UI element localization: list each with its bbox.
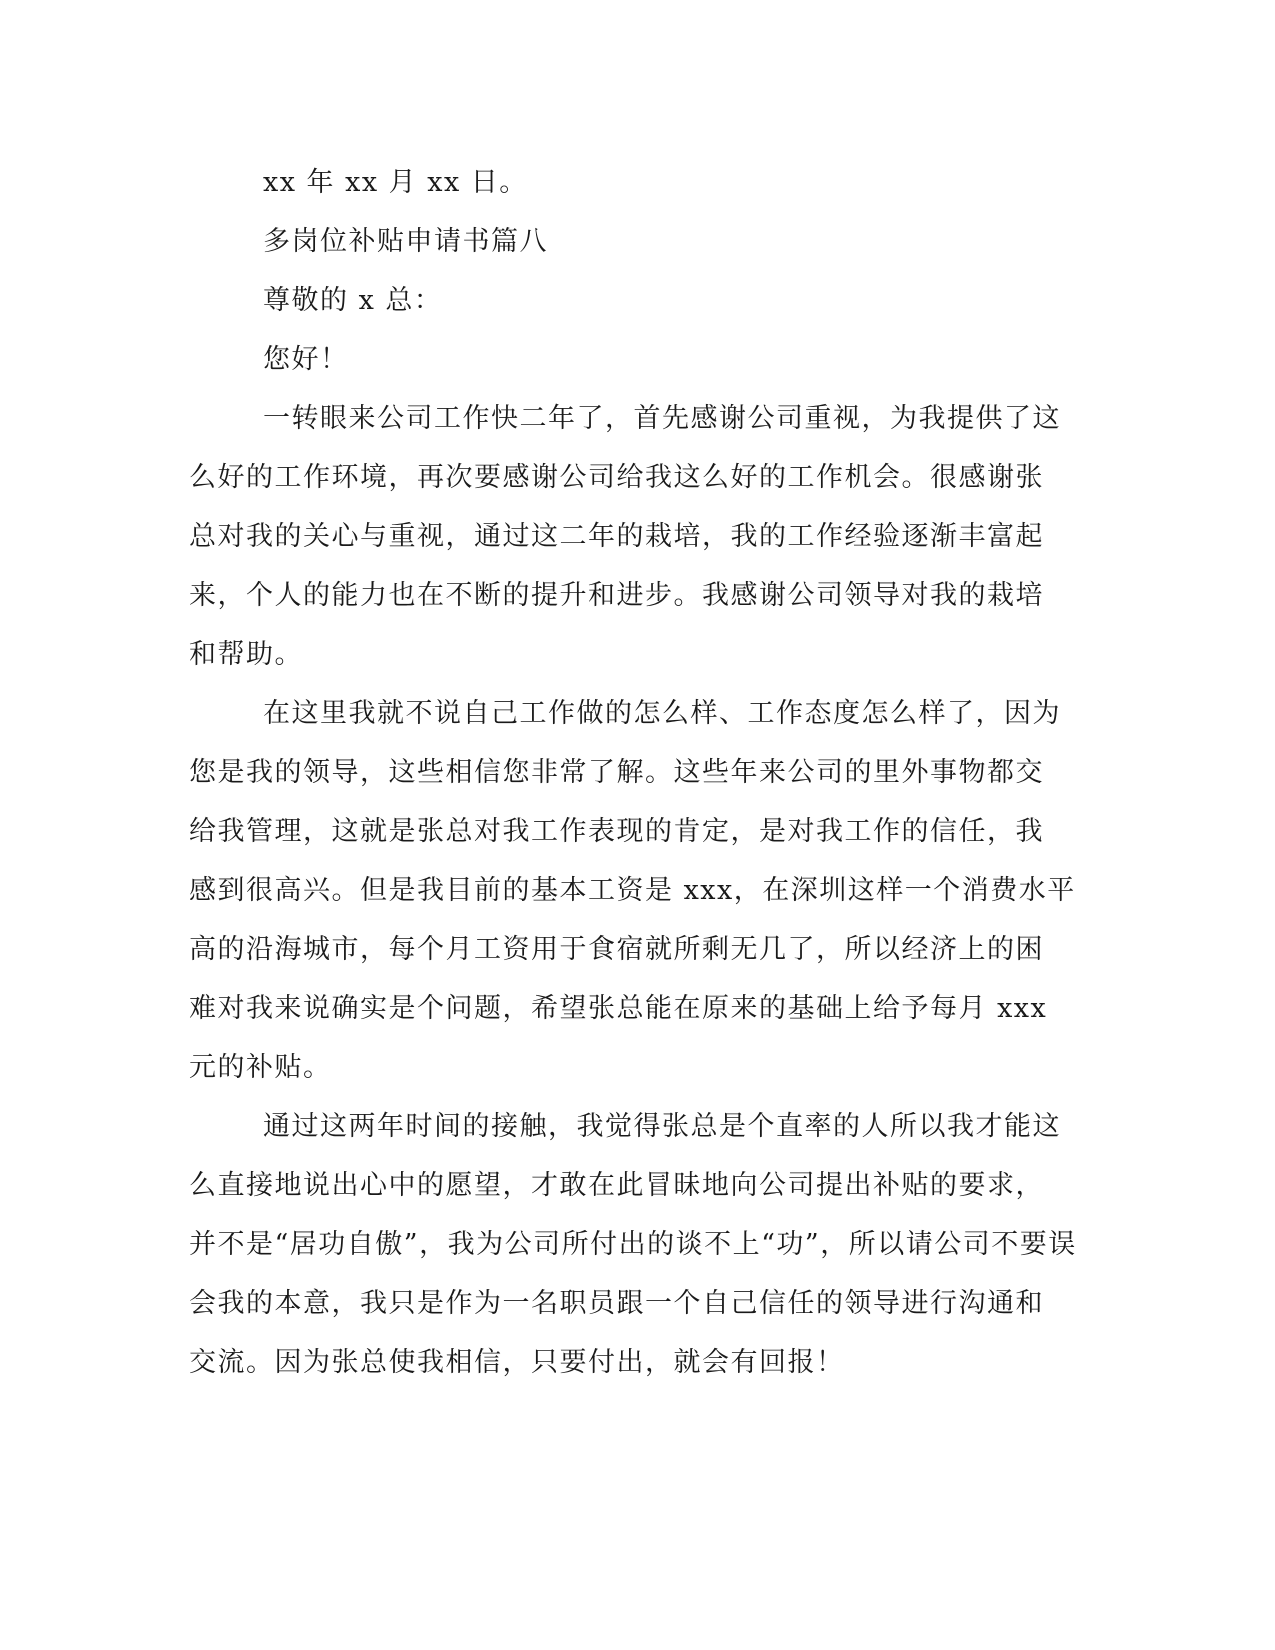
document-heading: 多岗位补贴申请书篇八	[263, 226, 548, 257]
paragraph-line: 交流。因为张总使我相信，只要付出，就会有回报！	[189, 1347, 845, 1378]
paragraph-line: 总对我的关心与重视，通过这二年的栽培，我的工作经验逐渐丰富起	[189, 521, 1044, 552]
date-line: xx 年 xx 月 xx 日。	[263, 167, 528, 198]
paragraph-line: 在这里我就不说自己工作做的怎么样、工作态度怎么样了，因为	[263, 698, 1061, 729]
greeting: 您好！	[263, 344, 349, 375]
paragraph-line: 和帮助。	[189, 639, 303, 670]
paragraph-line: 来，个人的能力也在不断的提升和进步。我感谢公司领导对我的栽培	[189, 580, 1044, 611]
paragraph-line: 么直接地说出心中的愿望，才敢在此冒昧地向公司提出补贴的要求，	[189, 1170, 1044, 1201]
paragraph-line: 并不是“居功自傲”，我为公司所付出的谈不上“功”，所以请公司不要误	[189, 1229, 1077, 1260]
paragraph-line: 一转眼来公司工作快二年了，首先感谢公司重视，为我提供了这	[263, 403, 1061, 434]
salutation: 尊敬的 x 总：	[263, 285, 443, 316]
paragraph-line: 您是我的领导，这些相信您非常了解。这些年来公司的里外事物都交	[189, 757, 1044, 788]
paragraph-line: 么好的工作环境，再次要感谢公司给我这么好的工作机会。很感谢张	[189, 462, 1044, 493]
paragraph-line: 感到很高兴。但是我目前的基本工资是 xxx，在深圳这样一个消费水平	[189, 875, 1076, 906]
paragraph-line: 通过这两年时间的接触，我觉得张总是个直率的人所以我才能这	[263, 1111, 1061, 1142]
paragraph-line: 高的沿海城市，每个月工资用于食宿就所剩无几了，所以经济上的困	[189, 934, 1044, 965]
paragraph-line: 难对我来说确实是个问题，希望张总能在原来的基础上给予每月 xxx	[189, 993, 1048, 1024]
paragraph-line: 会我的本意，我只是作为一名职员跟一个自己信任的领导进行沟通和	[189, 1288, 1044, 1319]
paragraph-line: 元的补贴。	[189, 1052, 332, 1083]
paragraph-line: 给我管理，这就是张总对我工作表现的肯定，是对我工作的信任，我	[189, 816, 1044, 847]
